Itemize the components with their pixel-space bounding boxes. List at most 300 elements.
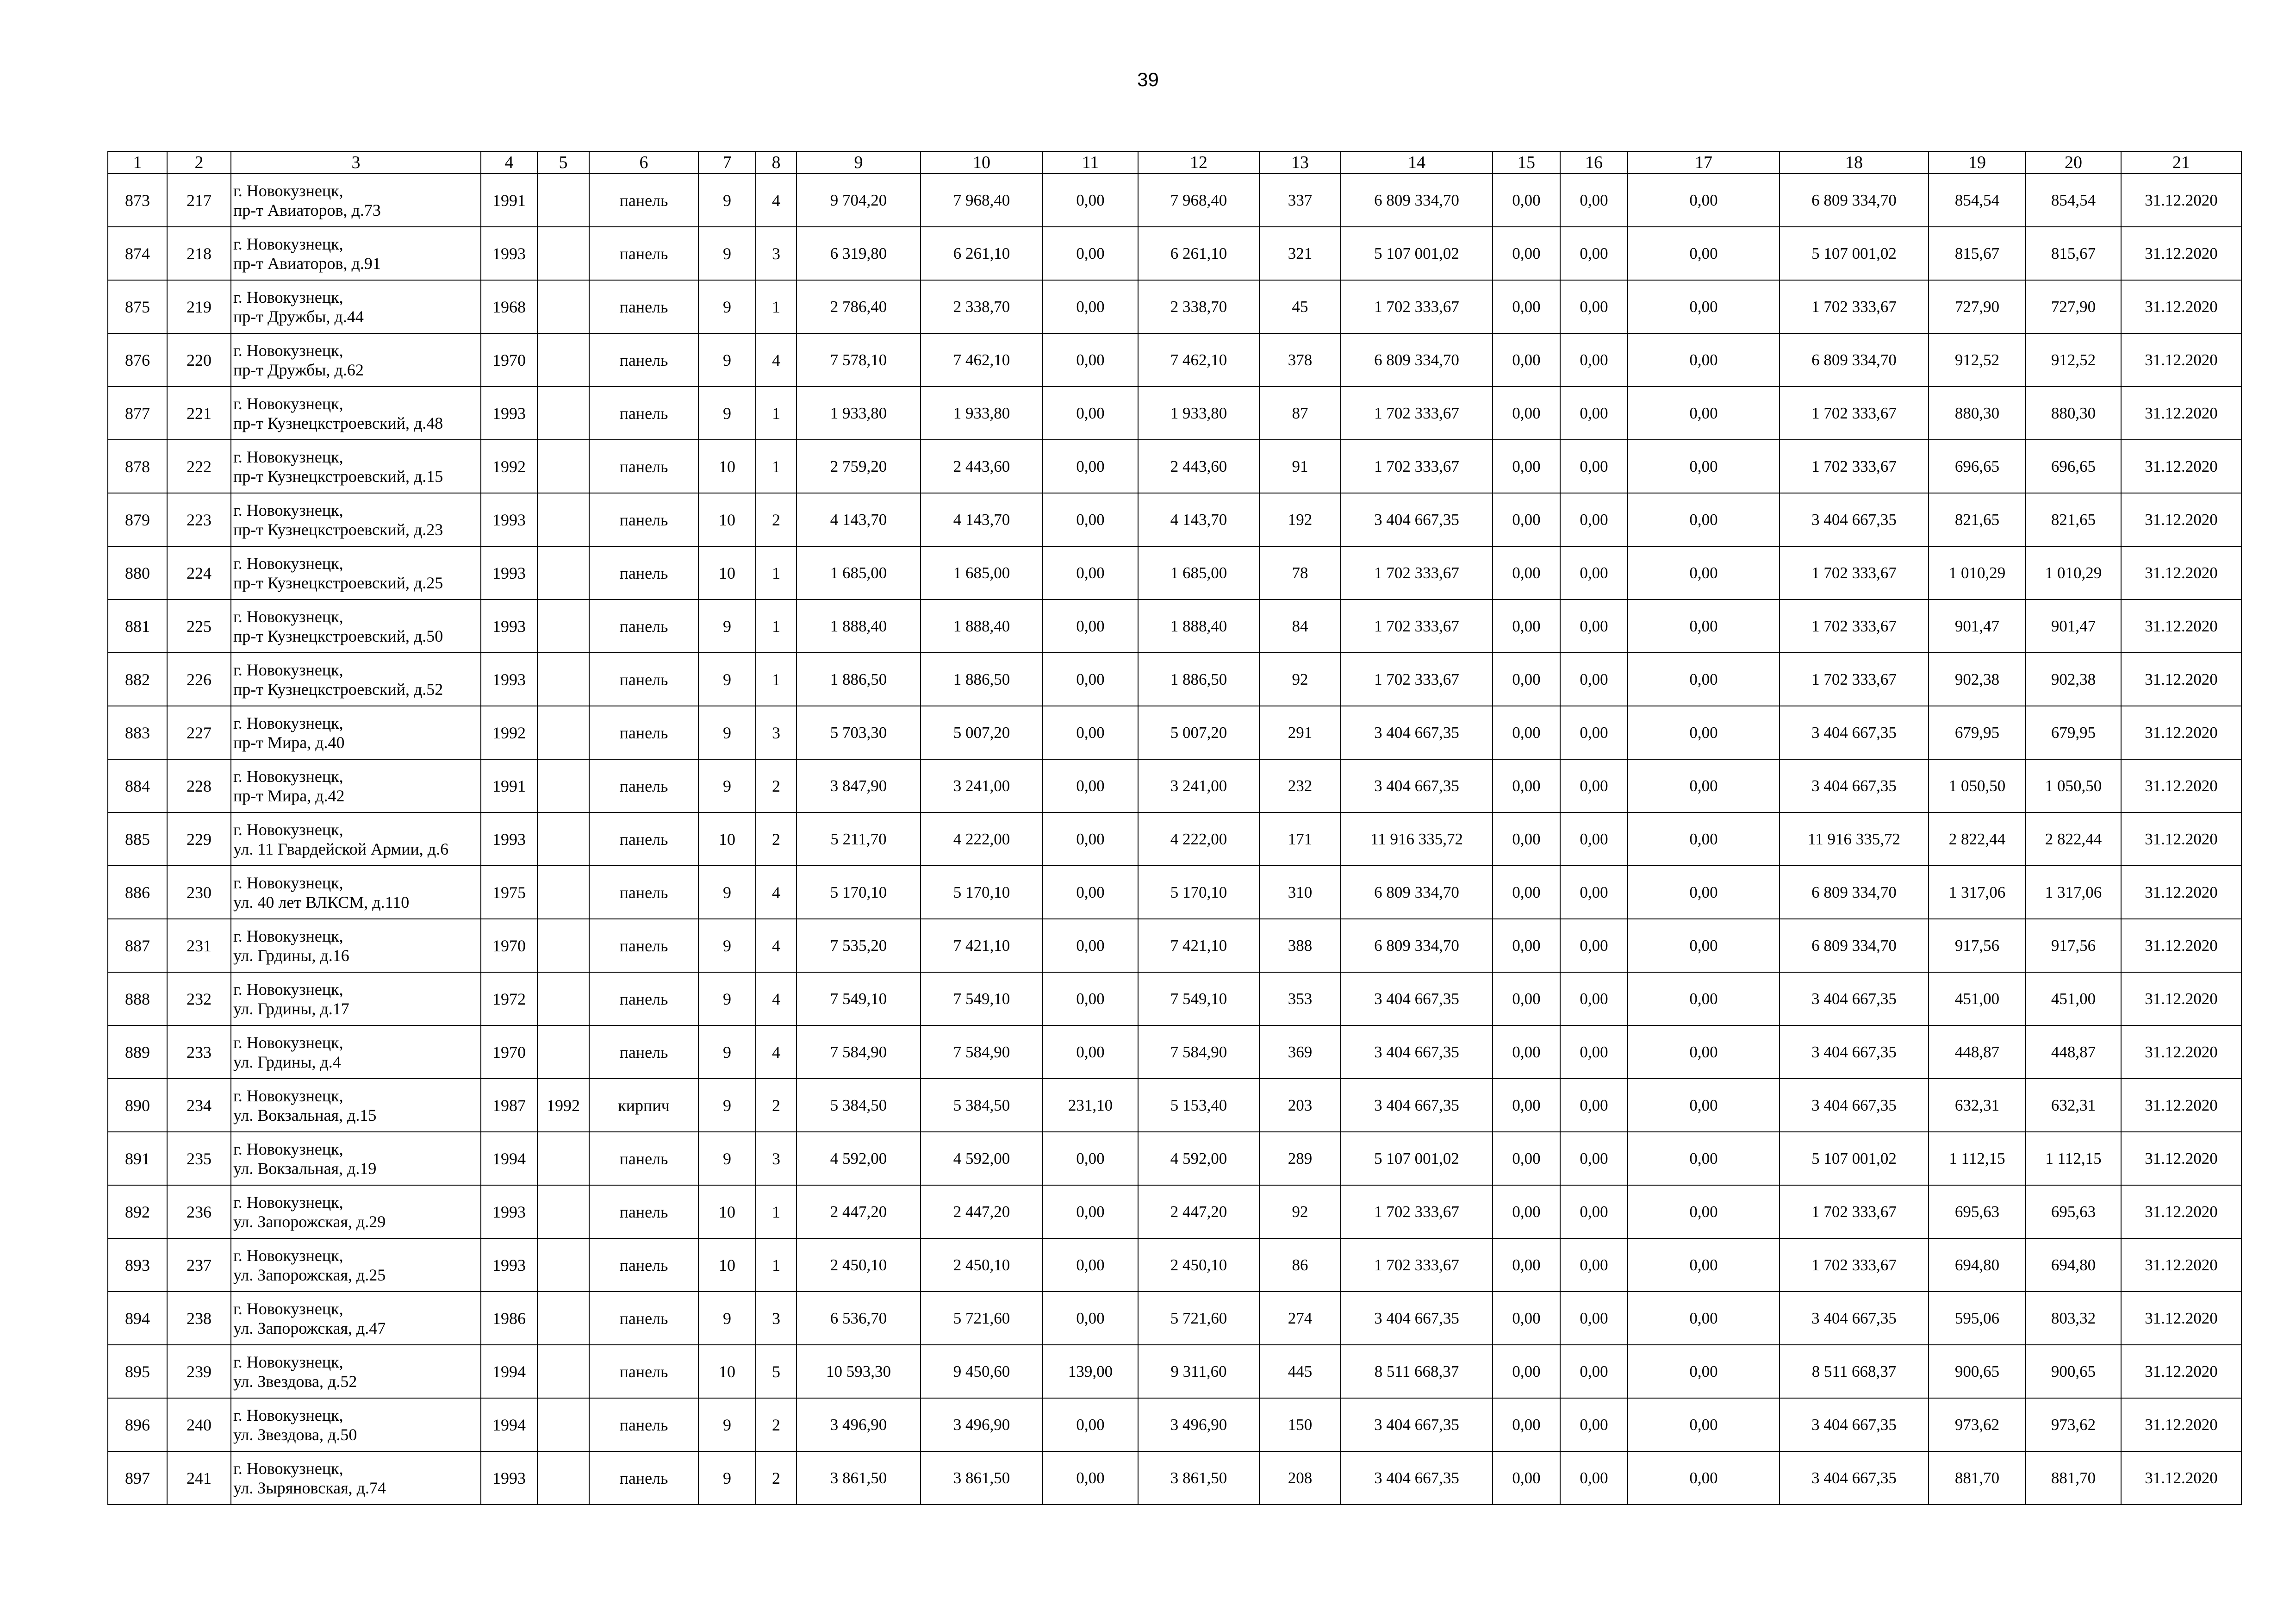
table-cell: 5 703,30 <box>796 706 921 759</box>
table-cell: 0,00 <box>1043 440 1138 493</box>
table-cell: 10 <box>698 493 756 546</box>
table-row <box>108 280 2241 333</box>
table-cell: 1 <box>756 280 796 333</box>
table-cell: 225 <box>167 600 231 653</box>
table-cell: 7 968,40 <box>921 174 1043 227</box>
table-cell: 31.12.2020 <box>2121 1025 2241 1079</box>
table-cell: 0,00 <box>1493 493 1560 546</box>
table-cell: 0,00 <box>1560 1451 1628 1505</box>
table-cell: 1993 <box>481 812 537 866</box>
table-cell: 1 050,50 <box>2026 759 2121 812</box>
table-cell: 9 <box>698 227 756 280</box>
column-header: 10 <box>921 151 1043 174</box>
table-cell: 3 404 667,35 <box>1780 759 1929 812</box>
table-cell: 0,00 <box>1493 1132 1560 1185</box>
table-cell: 0,00 <box>1043 600 1138 653</box>
table-cell: 0,00 <box>1628 1025 1780 1079</box>
table-cell: 1 702 333,67 <box>1341 440 1493 493</box>
table-cell: 1993 <box>481 546 537 600</box>
table-cell: 1 112,15 <box>1929 1132 2026 1185</box>
table-cell <box>537 1345 589 1398</box>
table-cell: 232 <box>1259 759 1341 812</box>
table-cell: 5 211,70 <box>796 812 921 866</box>
table-cell: 3 404 667,35 <box>1341 972 1493 1025</box>
table-cell: 803,32 <box>2026 1292 2121 1345</box>
table-cell: 884 <box>108 759 167 812</box>
table-cell: 3 496,90 <box>921 1398 1043 1451</box>
table-cell: 227 <box>167 706 231 759</box>
table-cell: 9 311,60 <box>1138 1345 1259 1398</box>
table-cell: 0,00 <box>1043 1185 1138 1238</box>
table-cell: 231 <box>167 919 231 972</box>
table-cell <box>537 972 589 1025</box>
table-cell: панель <box>589 919 698 972</box>
table-cell: 9 <box>698 972 756 1025</box>
table-cell <box>537 387 589 440</box>
table-cell: 5 721,60 <box>1138 1292 1259 1345</box>
address-cell: г. Новокузнецк, ул. Запорожская, д.47 <box>231 1292 481 1345</box>
housing-register-table <box>107 151 2242 1505</box>
table-cell: 3 <box>756 1292 796 1345</box>
table-cell: 0,00 <box>1560 1185 1628 1238</box>
table-cell: 0,00 <box>1043 1292 1138 1345</box>
table-cell: 45 <box>1259 280 1341 333</box>
table-cell: 0,00 <box>1560 972 1628 1025</box>
table-cell: 7 584,90 <box>796 1025 921 1079</box>
table-cell: 0,00 <box>1628 972 1780 1025</box>
table-cell: 7 578,10 <box>796 333 921 387</box>
table-cell: 0,00 <box>1560 812 1628 866</box>
table-cell: 0,00 <box>1628 759 1780 812</box>
table-cell: 1993 <box>481 1451 537 1505</box>
table-cell: 139,00 <box>1043 1345 1138 1398</box>
table-cell <box>537 227 589 280</box>
table-cell <box>537 546 589 600</box>
table-cell: 1 702 333,67 <box>1341 387 1493 440</box>
table-cell: 1 886,50 <box>921 653 1043 706</box>
table-cell: 3 404 667,35 <box>1780 706 1929 759</box>
table-cell: 1 888,40 <box>921 600 1043 653</box>
column-header: 4 <box>481 151 537 174</box>
table-cell: 9 704,20 <box>796 174 921 227</box>
table-cell: 31.12.2020 <box>2121 972 2241 1025</box>
table-cell: 917,56 <box>2026 919 2121 972</box>
table-cell: 1994 <box>481 1345 537 1398</box>
table-cell: 821,65 <box>2026 493 2121 546</box>
table-cell: 3 404 667,35 <box>1780 1451 1929 1505</box>
address-cell: г. Новокузнецк, ул. 40 лет ВЛКСМ, д.110 <box>231 866 481 919</box>
table-cell: 7 421,10 <box>921 919 1043 972</box>
table-cell: 973,62 <box>1929 1398 2026 1451</box>
table-cell: 0,00 <box>1043 1025 1138 1079</box>
table-cell: 9 <box>698 1132 756 1185</box>
table-cell: 6 809 334,70 <box>1341 333 1493 387</box>
table-row <box>108 1451 2241 1505</box>
table-cell: 0,00 <box>1560 1292 1628 1345</box>
table-cell: 0,00 <box>1560 440 1628 493</box>
table-cell: 11 916 335,72 <box>1341 812 1493 866</box>
table-cell: 11 916 335,72 <box>1780 812 1929 866</box>
table-cell: 1 317,06 <box>2026 866 2121 919</box>
table-cell: 7 549,10 <box>1138 972 1259 1025</box>
table-cell: 9 <box>698 866 756 919</box>
table-cell: 31.12.2020 <box>2121 333 2241 387</box>
table-cell: 224 <box>167 546 231 600</box>
table-cell: 4 <box>756 866 796 919</box>
table-cell: 2 443,60 <box>921 440 1043 493</box>
table-cell: 0,00 <box>1493 1398 1560 1451</box>
table-cell: 1 702 333,67 <box>1341 653 1493 706</box>
table-cell: 0,00 <box>1493 546 1560 600</box>
table-cell: 0,00 <box>1628 174 1780 227</box>
table-cell: 0,00 <box>1043 1238 1138 1292</box>
table-cell: 1994 <box>481 1132 537 1185</box>
table-cell: 31.12.2020 <box>2121 759 2241 812</box>
table-cell: 0,00 <box>1628 280 1780 333</box>
table-cell: 1970 <box>481 919 537 972</box>
table-cell: 5 <box>756 1345 796 1398</box>
table-cell: 0,00 <box>1628 1132 1780 1185</box>
table-cell: 6 809 334,70 <box>1780 866 1929 919</box>
table-cell: 3 404 667,35 <box>1341 1398 1493 1451</box>
table-cell <box>537 1292 589 1345</box>
table-cell: 230 <box>167 866 231 919</box>
address-cell: г. Новокузнецк, ул. Звездова, д.50 <box>231 1398 481 1451</box>
table-cell: 0,00 <box>1560 227 1628 280</box>
table-cell: 5 107 001,02 <box>1780 227 1929 280</box>
column-header: 6 <box>589 151 698 174</box>
column-header: 3 <box>231 151 481 174</box>
column-header: 9 <box>796 151 921 174</box>
table-cell: 0,00 <box>1560 706 1628 759</box>
column-header: 13 <box>1259 151 1341 174</box>
table-cell: 31.12.2020 <box>2121 600 2241 653</box>
table-cell: 896 <box>108 1398 167 1451</box>
table-cell: 7 462,10 <box>921 333 1043 387</box>
table-cell: 9 <box>698 387 756 440</box>
table-cell: 31.12.2020 <box>2121 1079 2241 1132</box>
table-cell: панель <box>589 600 698 653</box>
table-cell: 0,00 <box>1628 1345 1780 1398</box>
table-cell: 3 404 667,35 <box>1780 1025 1929 1079</box>
table-cell: 1 <box>756 387 796 440</box>
table-cell: 894 <box>108 1292 167 1345</box>
table-cell: 3 404 667,35 <box>1780 1079 1929 1132</box>
table-cell: 220 <box>167 333 231 387</box>
table-cell: 632,31 <box>1929 1079 2026 1132</box>
table-cell: 0,00 <box>1560 174 1628 227</box>
table-cell: 353 <box>1259 972 1341 1025</box>
table-row <box>108 653 2241 706</box>
table-cell: 881 <box>108 600 167 653</box>
table-cell: 0,00 <box>1628 1451 1780 1505</box>
table-row <box>108 972 2241 1025</box>
table-cell: 9 <box>698 1079 756 1132</box>
table-cell: 1 685,00 <box>921 546 1043 600</box>
table-cell: 1 685,00 <box>796 546 921 600</box>
table-cell: 1970 <box>481 333 537 387</box>
table-cell: 0,00 <box>1493 600 1560 653</box>
table-cell: 10 <box>698 1238 756 1292</box>
table-cell: панель <box>589 706 698 759</box>
table-cell: 882 <box>108 653 167 706</box>
table-cell: 31.12.2020 <box>2121 387 2241 440</box>
table-cell: 6 809 334,70 <box>1341 174 1493 227</box>
table-cell: 0,00 <box>1628 1079 1780 1132</box>
table-cell: 9 <box>698 174 756 227</box>
table-cell: 31.12.2020 <box>2121 1451 2241 1505</box>
table-cell: 2 759,20 <box>796 440 921 493</box>
column-header: 7 <box>698 151 756 174</box>
table-cell: 0,00 <box>1493 227 1560 280</box>
table-cell: 2 <box>756 1451 796 1505</box>
table-cell: панель <box>589 333 698 387</box>
table-cell: 1993 <box>481 653 537 706</box>
table-cell: 5 170,10 <box>1138 866 1259 919</box>
table-cell: 150 <box>1259 1398 1341 1451</box>
table-cell: кирпич <box>589 1079 698 1132</box>
table-cell: 0,00 <box>1493 759 1560 812</box>
table-cell: 2 822,44 <box>1929 812 2026 866</box>
table-cell <box>537 1398 589 1451</box>
table-cell: 87 <box>1259 387 1341 440</box>
table-cell: 3 404 667,35 <box>1341 1079 1493 1132</box>
table-cell: панель <box>589 1345 698 1398</box>
table-cell: 0,00 <box>1628 653 1780 706</box>
table-cell <box>537 333 589 387</box>
table-cell: 1972 <box>481 972 537 1025</box>
table-cell: 10 593,30 <box>796 1345 921 1398</box>
address-cell: г. Новокузнецк, пр-т Дружбы, д.62 <box>231 333 481 387</box>
table-cell <box>537 1185 589 1238</box>
table-cell: 3 861,50 <box>796 1451 921 1505</box>
table-cell: 0,00 <box>1043 493 1138 546</box>
table-cell: 1 933,80 <box>1138 387 1259 440</box>
table-cell: 1 702 333,67 <box>1780 1238 1929 1292</box>
table-cell <box>537 280 589 333</box>
table-cell: 0,00 <box>1628 1185 1780 1238</box>
table-row <box>108 919 2241 972</box>
table-row <box>108 1079 2241 1132</box>
table-cell: 10 <box>698 1185 756 1238</box>
table-cell: 84 <box>1259 600 1341 653</box>
table-cell: 3 404 667,35 <box>1780 1292 1929 1345</box>
table-cell: панель <box>589 546 698 600</box>
table-cell: 0,00 <box>1560 759 1628 812</box>
table-cell: 31.12.2020 <box>2121 174 2241 227</box>
table-cell: 883 <box>108 706 167 759</box>
table-cell: 3 404 667,35 <box>1780 1398 1929 1451</box>
table-cell: 1992 <box>537 1079 589 1132</box>
table-cell: 0,00 <box>1560 1079 1628 1132</box>
table-cell: 815,67 <box>2026 227 2121 280</box>
table-cell: 0,00 <box>1560 1238 1628 1292</box>
table-cell: 9 <box>698 1451 756 1505</box>
table-cell: 226 <box>167 653 231 706</box>
table-cell: 2 338,70 <box>1138 280 1259 333</box>
table-cell: 897 <box>108 1451 167 1505</box>
table-row <box>108 440 2241 493</box>
table-cell: 0,00 <box>1560 387 1628 440</box>
table-cell: панель <box>589 174 698 227</box>
table-cell: 973,62 <box>2026 1398 2121 1451</box>
table-row <box>108 546 2241 600</box>
table-cell: 885 <box>108 812 167 866</box>
table-cell: 236 <box>167 1185 231 1238</box>
table-cell: 31.12.2020 <box>2121 919 2241 972</box>
table-cell: панель <box>589 972 698 1025</box>
table-cell: 232 <box>167 972 231 1025</box>
table-cell: 1 <box>756 440 796 493</box>
table-cell: 7 535,20 <box>796 919 921 972</box>
table-cell: 5 107 001,02 <box>1780 1132 1929 1185</box>
table-cell: 0,00 <box>1043 333 1138 387</box>
table-cell: 5 384,50 <box>796 1079 921 1132</box>
table-cell: 1992 <box>481 706 537 759</box>
table-cell: 0,00 <box>1493 812 1560 866</box>
table-cell: 889 <box>108 1025 167 1079</box>
table-cell: панель <box>589 280 698 333</box>
table-cell <box>537 1132 589 1185</box>
table-cell: 0,00 <box>1628 600 1780 653</box>
table-cell: 1 <box>756 546 796 600</box>
table-cell: 0,00 <box>1628 493 1780 546</box>
table-cell: 203 <box>1259 1079 1341 1132</box>
address-cell: г. Новокузнецк, ул. Грдины, д.16 <box>231 919 481 972</box>
table-cell: 92 <box>1259 1185 1341 1238</box>
table-cell: 1993 <box>481 227 537 280</box>
table-cell: панель <box>589 1398 698 1451</box>
table-cell: 0,00 <box>1493 706 1560 759</box>
table-cell: 5 107 001,02 <box>1341 1132 1493 1185</box>
table-cell: 1 050,50 <box>1929 759 2026 812</box>
table-cell: 917,56 <box>1929 919 2026 972</box>
table-cell: 4 <box>756 919 796 972</box>
table-cell: 1 933,80 <box>921 387 1043 440</box>
table-cell: 0,00 <box>1628 812 1780 866</box>
table-cell: 78 <box>1259 546 1341 600</box>
table-cell: панель <box>589 1132 698 1185</box>
address-cell: г. Новокузнецк, ул. Грдины, д.4 <box>231 1025 481 1079</box>
table-cell: 9 <box>698 600 756 653</box>
table-cell: 886 <box>108 866 167 919</box>
table-row <box>108 600 2241 653</box>
table-cell: 0,00 <box>1628 1292 1780 1345</box>
table-cell: 451,00 <box>2026 972 2121 1025</box>
table-cell: 1 702 333,67 <box>1780 387 1929 440</box>
table-cell: 9 <box>698 759 756 812</box>
table-cell: 337 <box>1259 174 1341 227</box>
table-cell: 0,00 <box>1043 706 1138 759</box>
table-row <box>108 387 2241 440</box>
table-cell: 1 888,40 <box>796 600 921 653</box>
table-cell: 0,00 <box>1043 280 1138 333</box>
table-cell: 291 <box>1259 706 1341 759</box>
table-cell: панель <box>589 493 698 546</box>
table-cell: 2 450,10 <box>796 1238 921 1292</box>
column-header: 11 <box>1043 151 1138 174</box>
table-cell: 0,00 <box>1628 1398 1780 1451</box>
table-cell: 240 <box>167 1398 231 1451</box>
table-cell: 900,65 <box>2026 1345 2121 1398</box>
table-cell: 876 <box>108 333 167 387</box>
table-cell: 2 450,10 <box>921 1238 1043 1292</box>
table-cell: 7 549,10 <box>921 972 1043 1025</box>
table-cell: 6 319,80 <box>796 227 921 280</box>
column-header: 2 <box>167 151 231 174</box>
table-cell: 5 153,40 <box>1138 1079 1259 1132</box>
table-cell: 6 809 334,70 <box>1341 919 1493 972</box>
table-cell: 1968 <box>481 280 537 333</box>
table-cell: 9 <box>698 1398 756 1451</box>
table-cell: 86 <box>1259 1238 1341 1292</box>
table-cell: 0,00 <box>1043 1132 1138 1185</box>
table-cell: 632,31 <box>2026 1079 2121 1132</box>
table-cell: 2 786,40 <box>796 280 921 333</box>
table-cell: 231,10 <box>1043 1079 1138 1132</box>
table-cell: 310 <box>1259 866 1341 919</box>
table-cell: 0,00 <box>1493 1185 1560 1238</box>
table-cell: 0,00 <box>1493 440 1560 493</box>
table-cell: 881,70 <box>1929 1451 2026 1505</box>
table-cell <box>537 493 589 546</box>
table-cell: 879 <box>108 493 167 546</box>
address-cell: г. Новокузнецк, ул. 11 Гвардейской Армии, д.6 <box>231 812 481 866</box>
table-cell: 0,00 <box>1493 1079 1560 1132</box>
table-cell: 1 702 333,67 <box>1780 600 1929 653</box>
column-header: 17 <box>1628 151 1780 174</box>
table-cell: 0,00 <box>1560 1132 1628 1185</box>
table-cell: панель <box>589 812 698 866</box>
table-cell: 1986 <box>481 1292 537 1345</box>
table-cell: 1 702 333,67 <box>1780 440 1929 493</box>
table-cell: 0,00 <box>1043 919 1138 972</box>
table-cell: 6 809 334,70 <box>1341 866 1493 919</box>
table-cell <box>537 919 589 972</box>
table-cell: панель <box>589 653 698 706</box>
table-cell: 8 511 668,37 <box>1780 1345 1929 1398</box>
table-cell: 0,00 <box>1493 866 1560 919</box>
table-cell: 0,00 <box>1560 600 1628 653</box>
table-cell: 821,65 <box>1929 493 2026 546</box>
table-cell: 1 702 333,67 <box>1780 1185 1929 1238</box>
table-cell: 880,30 <box>2026 387 2121 440</box>
table-cell: 9 <box>698 919 756 972</box>
table-row <box>108 1292 2241 1345</box>
table-cell: 31.12.2020 <box>2121 1132 2241 1185</box>
table-cell: 873 <box>108 174 167 227</box>
table-cell: 9 <box>698 280 756 333</box>
table-cell: 0,00 <box>1628 440 1780 493</box>
table-row <box>108 706 2241 759</box>
table-cell: 902,38 <box>2026 653 2121 706</box>
table-cell: 0,00 <box>1493 972 1560 1025</box>
table-cell: панель <box>589 866 698 919</box>
table-cell: 696,65 <box>2026 440 2121 493</box>
table-cell: 1987 <box>481 1079 537 1132</box>
address-cell: г. Новокузнецк, пр-т Мира, д.40 <box>231 706 481 759</box>
table-cell: 0,00 <box>1493 174 1560 227</box>
table-cell: 235 <box>167 1132 231 1185</box>
table-cell: 0,00 <box>1493 1345 1560 1398</box>
table-cell: 5 007,20 <box>921 706 1043 759</box>
table-cell: 378 <box>1259 333 1341 387</box>
table-cell: 218 <box>167 227 231 280</box>
table-row <box>108 812 2241 866</box>
table-cell: 0,00 <box>1560 493 1628 546</box>
table-cell: панель <box>589 440 698 493</box>
table-cell: 5 170,10 <box>921 866 1043 919</box>
